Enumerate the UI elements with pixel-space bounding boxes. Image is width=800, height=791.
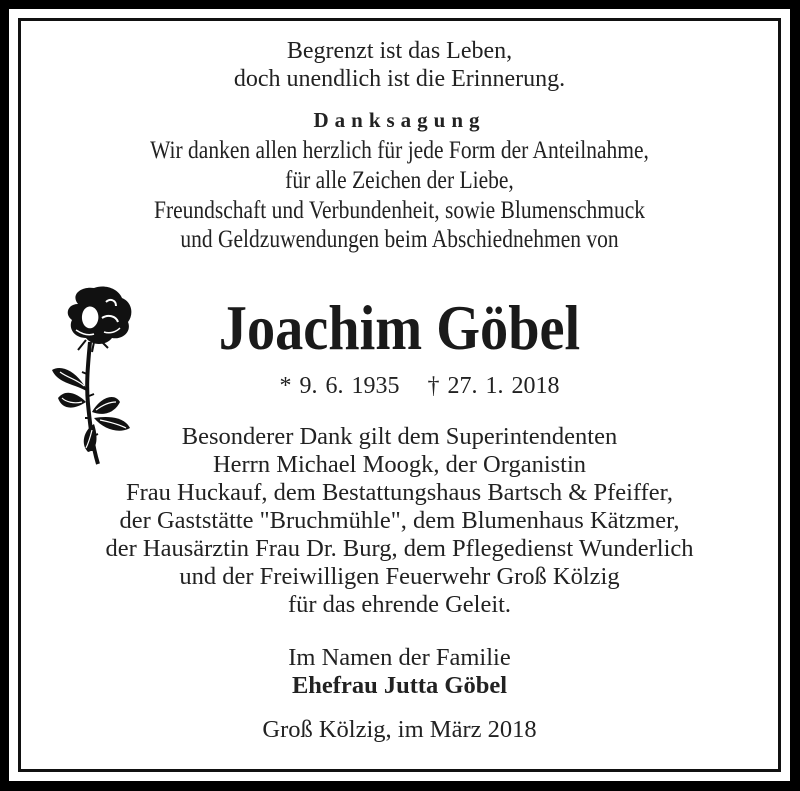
thanks-intro-line-2: für alle Zeichen der Liebe, (285, 167, 514, 194)
signer-name: Ehefrau Jutta Göbel (291, 672, 508, 699)
thanks-intro-line-4: und Geldzuwendungen beim Abschiednehmen von (180, 226, 619, 253)
special-thanks-line-7: für das ehrende Geleit. (287, 591, 512, 618)
notice-frame (18, 18, 781, 772)
deceased-name: Joachim Göbel (218, 292, 581, 363)
place-date: Groß Kölzig, im März 2018 (262, 716, 537, 743)
death-date: † 27. 1. 2018 (427, 373, 560, 399)
special-thanks-line-1: Besonderer Dank gilt dem Superintendenten (181, 423, 618, 450)
special-thanks-line-6: und der Freiwilligen Feuerwehr Groß Kölzig (179, 563, 620, 590)
special-thanks-line-5: der Hausärztin Frau Dr. Burg, dem Pflegedienst Wunderlich (105, 535, 694, 562)
birth-date: * 9. 6. 1935 (279, 373, 400, 399)
special-thanks-line-3: Frau Huckauf, dem Bestattungshaus Bartsch & Pfeiffer, (126, 479, 673, 506)
thanks-intro-line-1: Wir danken allen herzlich für jede Form der Anteilnahme, (150, 137, 649, 164)
life-dates (41, 373, 798, 399)
heading-danksagung: Danksagung (313, 108, 486, 132)
thanks-intro-line-3: Freundschaft und Verbundenheit, sowie Blumenschmuck (153, 197, 646, 224)
on-behalf-line: Im Namen der Familie (288, 644, 511, 671)
special-thanks-line-2: Herrn Michael Moogk, der Organistin (212, 451, 587, 478)
motto-line-1: Begrenzt ist das Leben, (286, 38, 513, 64)
notice-content (21, 21, 778, 769)
special-thanks-line-4: der Gaststätte "Bruchmühle", dem Blumenhaus Kätzmer, (119, 507, 680, 534)
motto-line-2: doch unendlich ist die Erinnerung. (233, 66, 566, 92)
